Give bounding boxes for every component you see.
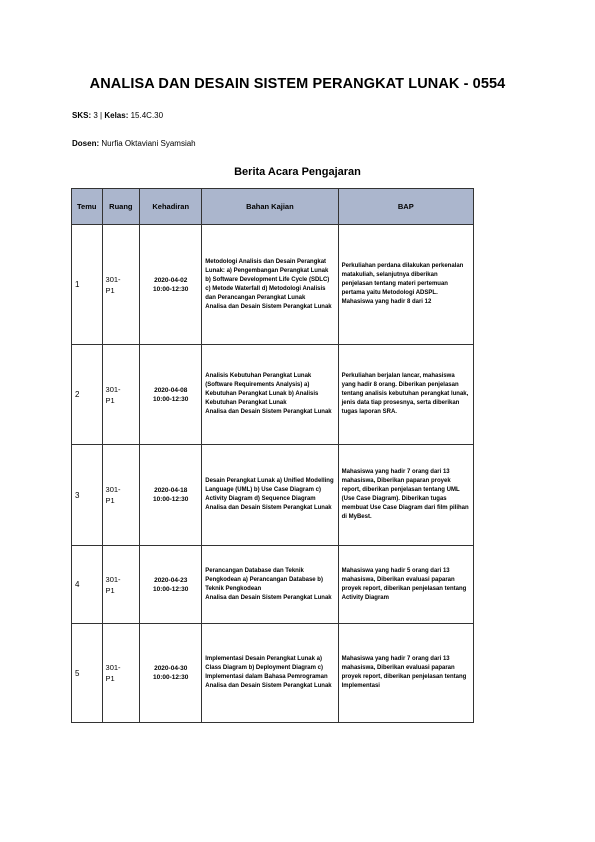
table-title: Berita Acara Pengajaran (234, 166, 361, 178)
bap-table (71, 188, 474, 723)
header-kehadiran: Kehadiran (140, 189, 202, 225)
kehadiran-time: 10:00-12:30 (153, 285, 189, 293)
dosen-value: Nurfia Oktaviani Syamsiah (101, 139, 196, 148)
kelas-label: Kelas: (104, 111, 129, 120)
ruang-cell: 301- P1 (102, 445, 140, 546)
kehadiran-time: 10:00-12:30 (153, 674, 189, 681)
kehadiran-date: 2020-04-02 (154, 276, 188, 284)
bahan-kajian-cell: Analisis Kebutuhan Perangkat Lunak (Software Requirements Analysis) a) Kebutuhan Perangkat Lunak b) Analisis Kebutuhan Perangkat Lunak Analisa dan Desain Sistem Perangkat Lunak (202, 345, 338, 445)
ruang-cell: 301- P1 (102, 225, 140, 345)
header-ruang: Ruang (102, 189, 140, 225)
kehadiran-cell (140, 345, 202, 445)
sks-kelas-line (72, 111, 163, 120)
kehadiran-cell (140, 445, 202, 546)
header-bahan-kajian: Bahan Kajian (202, 189, 338, 225)
ruang-cell: 301- P1 (102, 624, 140, 723)
kehadiran-date: 2020-04-08 (154, 386, 188, 394)
temu-cell: 5 (72, 624, 103, 723)
bahan-kajian-cell: Perancangan Database dan Teknik Pengkodean a) Perancangan Database b) Teknik Pengkodean Analisa dan Desain Sistem Perangkat Lunak (202, 546, 338, 624)
kehadiran-time: 10:00-12:30 (153, 496, 189, 503)
table-row (72, 445, 474, 546)
kehadiran-date: 2020-04-30 (154, 665, 188, 672)
kehadiran-cell (140, 546, 202, 624)
bap-cell: Perkuliahan perdana dilakukan perkenalan matakuliah, selanjutnya diberikan penjelasan tentang materi pertemuan pertama yaitu Metodologi ADSPL. Mahasiswa yang hadir 8 dari 12 (338, 225, 473, 345)
sks-value: 3 (93, 111, 98, 120)
header-bap: BAP (338, 189, 473, 225)
ruang-cell: 301- P1 (102, 345, 140, 445)
sks-label: SKS: (72, 111, 92, 120)
bap-cell: Perkuliahan berjalan lancar, mahasiswa yang hadir 8 orang. Diberikan penjelasan tentang analisis kebutuhan perangkat lunak, jenis data tiap prosesnya, serta diberikan tugas laporan SRA. (338, 345, 473, 445)
table-row (72, 624, 474, 723)
header-temu: Temu (72, 189, 103, 225)
bap-cell: Mahasiswa yang hadir 7 orang dari 13 mahasiswa, Diberikan evaluasi paparan proyek report, diberikan penjelasan tentang Implementasi (338, 624, 473, 723)
bahan-kajian-cell: Metodologi Analisis dan Desain Perangkat Lunak: a) Pengembangan Perangkat Lunak b) Software Development Life Cycle (SDLC) c) Metode Waterfall d) Metodologi Analisis dan Perancangan Perangkat Lunak Analisa dan Desain Sistem Perangkat Lunak (202, 225, 338, 345)
table-header-row (72, 189, 474, 225)
kelas-value: 15.4C.30 (130, 111, 164, 120)
bap-cell: Mahasiswa yang hadir 7 orang dari 13 mahasiswa, Diberikan paparan proyek report, diberikan penjelasan tentang UML (Use Case Diagram). Diberikan tugas membuat Use Case Diagram dari film pilihan di MyBest. (338, 445, 473, 546)
kehadiran-cell (140, 225, 202, 345)
table-row (72, 225, 474, 345)
bap-cell: Mahasiswa yang hadir 5 orang dari 13 mahasiswa, Diberikan evaluasi paparan proyek report, diberikan penjelasan tentang Activity Diagram (338, 546, 473, 624)
table-row (72, 345, 474, 445)
document-title: ANALISA DAN DESAIN SISTEM PERANGKAT LUNAK - 0554 (89, 76, 506, 92)
kehadiran-cell (140, 624, 202, 723)
dosen-line (72, 139, 196, 148)
temu-cell: 2 (72, 345, 103, 445)
kehadiran-date: 2020-04-23 (154, 576, 188, 584)
kehadiran-time: 10:00-12:30 (153, 395, 189, 403)
bahan-kajian-cell: Desain Perangkat Lunak a) Unified Modelling Language (UML) b) Use Case Diagram c) Activity Diagram d) Sequence Diagram Analisa dan Desain Sistem Perangkat Lunak (202, 445, 338, 546)
kehadiran-time: 10:00-12:30 (153, 585, 189, 593)
meta-separator: | (100, 111, 103, 120)
dosen-label: Dosen: (72, 139, 100, 148)
temu-cell: 3 (72, 445, 103, 546)
kehadiran-date: 2020-04-18 (154, 487, 188, 494)
temu-cell: 4 (72, 546, 103, 624)
temu-cell: 1 (72, 225, 103, 345)
table-row (72, 546, 474, 624)
ruang-cell: 301- P1 (102, 546, 140, 624)
bahan-kajian-cell: Implementasi Desain Perangkat Lunak a) Class Diagram b) Deployment Diagram c) Implementasi dalam Bahasa Pemrograman Analisa dan Desain Sistem Perangkat Lunak (202, 624, 338, 723)
